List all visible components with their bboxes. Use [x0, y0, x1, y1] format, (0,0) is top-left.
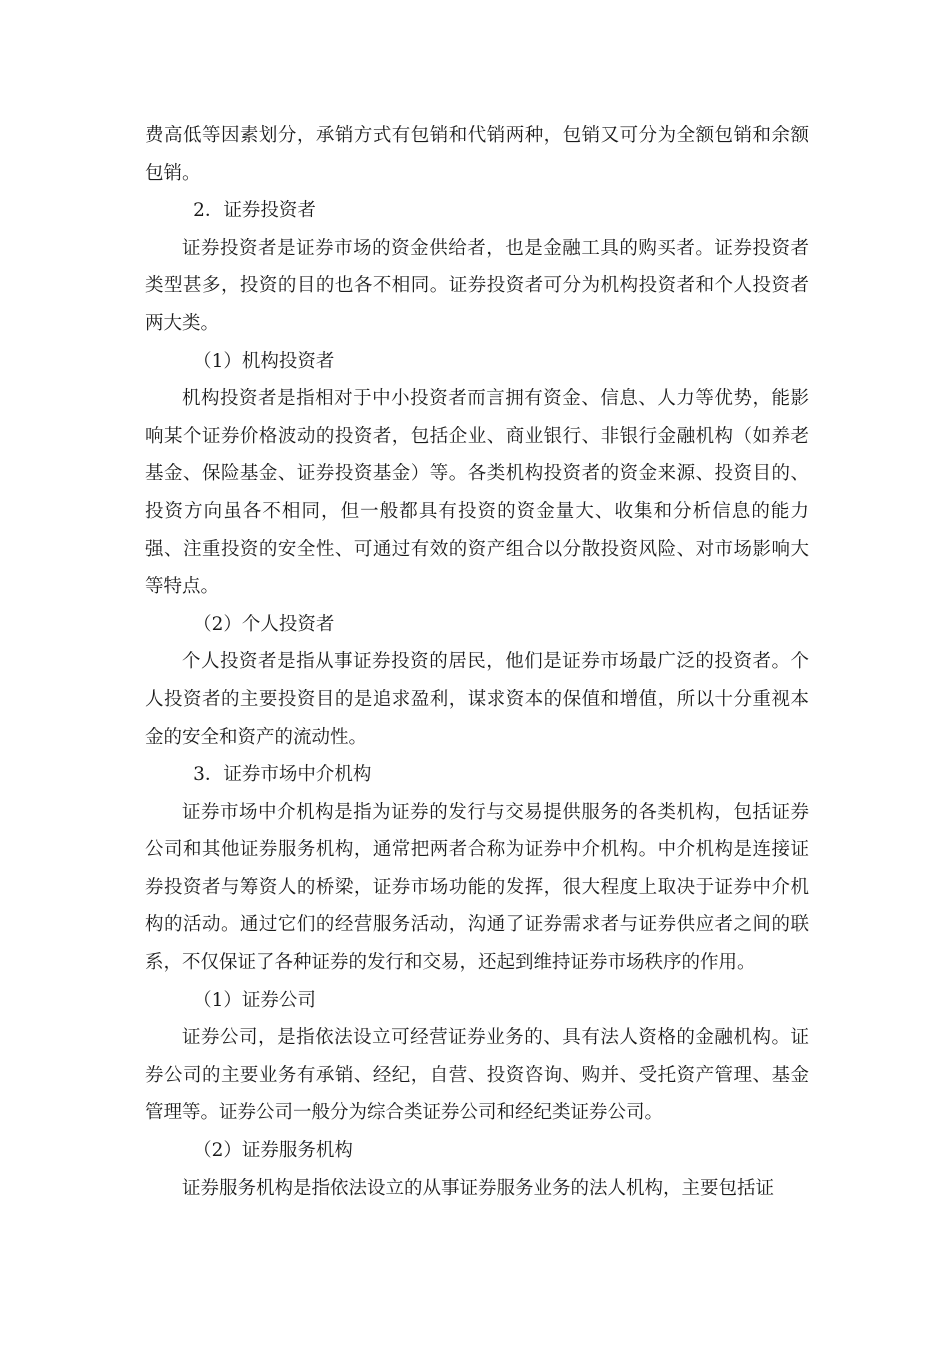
body-text — [145, 117, 809, 1207]
paragraph: 证券公司，是指依法设立可经营证券业务的、具有法人资格的金融机构。证券公司的主要业务有承销、经纪，自营、投资咨询、购并、受托资产管理、基金管理等。证券公司一般分为综合类证券公司和经纪类证券公司。 — [145, 1027, 809, 1124]
subheading-institutional-investors: （1）机构投资者 — [193, 350, 335, 372]
paragraph: 证券市场中介机构是指为证券的发行与交易提供服务的各类机构，包括证券公司和其他证券服务机构，通常把两者合称为证券中介机构。中介机构是连接证券投资者与筹资人的桥梁，证券市场功能的发挥，很大程度上取决于证券中介机构的活动。通过它们的经营服务活动，沟通了证券需求者与证券供应者之间的联系，不仅保证了各种证券的发行和交易，还起到维持证券市场秩序的作用。 — [145, 801, 809, 974]
subheading-individual-investors: （2）个人投资者 — [193, 613, 335, 635]
subheading-service-institutions: （2）证券服务机构 — [193, 1140, 353, 1162]
paragraph: 个人投资者是指从事证券投资的居民，他们是证券市场最广泛的投资者。个人投资者的主要投资目的是追求盈利，谋求资本的保值和增值，所以十分重视本金的安全和资产的流动性。 — [145, 651, 809, 748]
section-heading-intermediaries: 3．证券市场中介机构 — [193, 764, 372, 786]
paragraph-continuation: 费高低等因素划分，承销方式有包销和代销两种，包销又可分为全额包销和余额包销。 — [145, 125, 809, 184]
section-heading-investors: 2．证券投资者 — [193, 200, 316, 222]
paragraph: 证券服务机构是指依法设立的从事证券服务业务的法人机构，主要包括证 — [182, 1177, 775, 1199]
subheading-securities-companies: （1）证券公司 — [193, 989, 316, 1011]
paragraph: 证券投资者是证券市场的资金供给者，也是金融工具的购买者。证券投资者类型甚多，投资的目的也各不相同。证券投资者可分为机构投资者和个人投资者两大类。 — [145, 237, 809, 334]
paragraph: 机构投资者是指相对于中小投资者而言拥有资金、信息、人力等优势，能影响某个证券价格波动的投资者，包括企业、商业银行、非银行金融机构（如养老基金、保险基金、证券投资基金）等。各类机构投资者的资金来源、投资目的、投资方向虽各不相同，但一般都具有投资的资金量大、收集和分析信息的能力强、注重投资的安全性、可通过有效的资产组合以分散投资风险、对市场影响大等特点。 — [145, 388, 809, 598]
